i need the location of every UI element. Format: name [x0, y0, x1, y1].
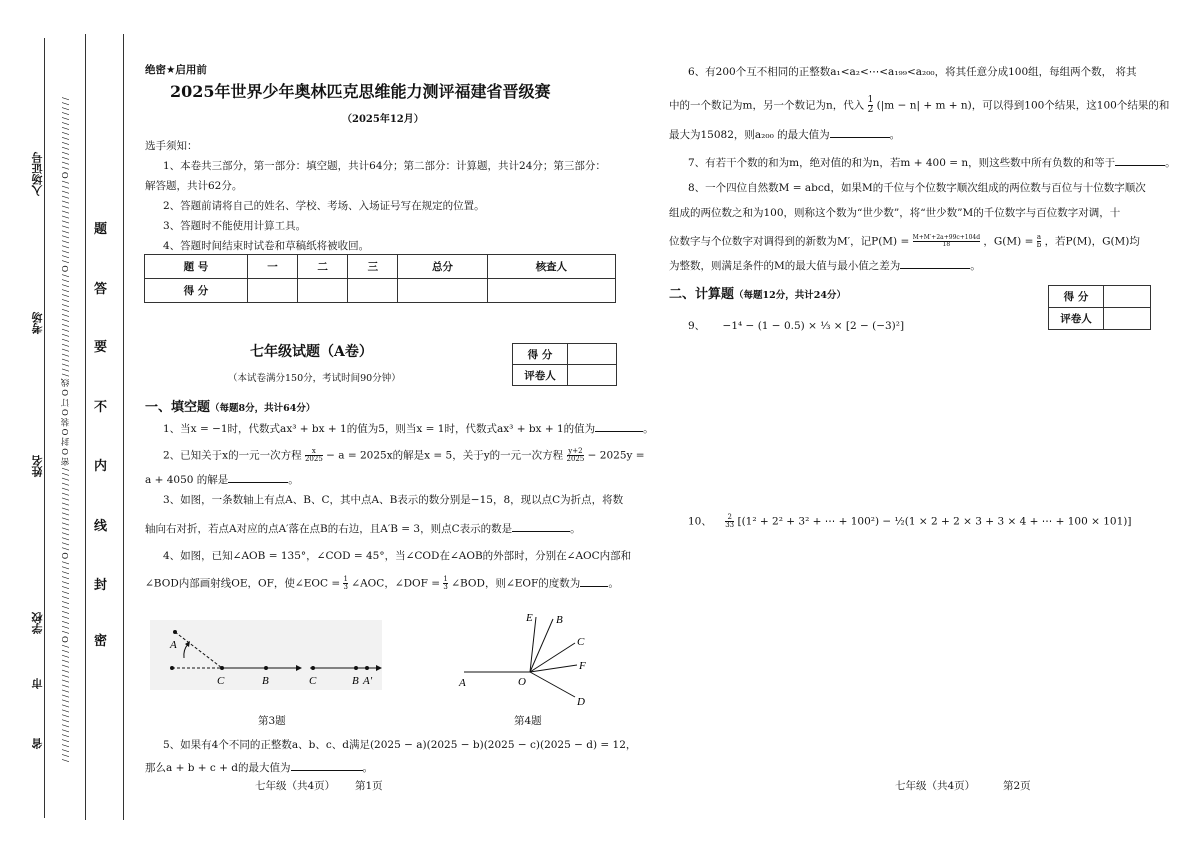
score-table	[144, 254, 616, 303]
fig4-label-b: B	[556, 614, 563, 626]
exam-date: （2025年12月）	[342, 114, 424, 125]
notice-1-cont: 解答题，共计62分。	[145, 180, 243, 192]
fig3-label-a-prime: A′	[363, 675, 373, 687]
exam-title: 2025年世界少年奥林匹克思维能力测评福建省晋级赛	[170, 82, 551, 101]
mini-score-label: 得 分	[513, 344, 568, 365]
binding-dash-line: / / / / / / / / / / / / / / / / / / / / / / / / O / / / / / / / / / / / / / / / O / / / / / / / / / / / / / / / / / 密 O 封 O 装 O 订 O 线 / / / / / / / / / / / / / / / / / / / / / O / / / / / / / / / / / / / / / / / O / / / / / / / / / / / / / / /	[61, 97, 71, 762]
question-7: 7、有若干个数的和为m，绝对值的和为n，若m + 400 = n，则这些数中所有负数的和等于 。	[688, 157, 1176, 169]
field-label-name: 姓名	[31, 455, 44, 477]
score-header: 三	[348, 255, 398, 279]
field-label-province: 省	[31, 738, 44, 749]
score-header: 核查人	[487, 255, 615, 279]
fig3-point-b2	[354, 666, 358, 670]
question-4: 4、如图，已知∠AOB = 135°，∠COD = 45°，当∠COD在∠AOB的外部时，分别在∠AOC内部和	[163, 550, 632, 562]
score-cell[interactable]	[398, 279, 487, 303]
score-cell[interactable]	[298, 279, 348, 303]
score-header: 题 号	[145, 255, 248, 279]
q2-text-d: a + 4050 的解是	[145, 474, 229, 486]
fig3-point-c	[220, 666, 224, 670]
figure-3	[150, 620, 390, 690]
q6-half-fraction: $\frac{1}{2}$	[867, 95, 874, 115]
question-6: 6、有200个互不相同的正整数a₁<a₂<⋯<a₁₉₉<a₂₀₀，将其任意分成100组，每组两个数， 将其	[688, 66, 1137, 78]
section2-title: 二、计算题	[669, 287, 735, 302]
question-10	[688, 514, 1131, 529]
question-2	[163, 448, 645, 463]
q8-text-c1: 位数字与个位数字对调得到的新数为M′，记P(M) =	[669, 235, 913, 248]
mini-grader-label: 评卷人	[513, 365, 568, 386]
q4-fraction-1: $\frac{1}{3}$	[343, 575, 348, 591]
fig3-point-c2	[311, 666, 315, 670]
figure-3-caption: 第3题	[258, 715, 286, 727]
q1-text: 1、当x = −1时，代数式ax³ + bx + 1的值为5，则当x = 1时，代数式ax³ + bx + 1的值为	[163, 423, 596, 435]
score-cell[interactable]	[487, 279, 615, 303]
section2-heading	[669, 287, 846, 303]
q5-text-b: 那么a + b + c + d的最大值为	[145, 762, 291, 774]
fig3-point-a	[173, 630, 177, 634]
score-row-label: 得 分	[145, 279, 248, 303]
fig3-label-b: B	[262, 675, 269, 687]
notice-2: 2、答题前请将自己的姓名、学校、考场、入场证号写在规定的位置。	[163, 200, 485, 212]
q10-fraction: $\frac{2}{33}$	[725, 513, 735, 529]
notice-3: 3、答题时不能使用计算工具。	[163, 220, 307, 232]
section1-title: 一、填空题	[145, 400, 211, 415]
mini-grader-label: 评卷人	[1049, 308, 1104, 330]
warning-char-8: 密	[94, 634, 108, 649]
q7-text: 7、有若干个数的和为m，绝对值的和为n，若m + 400 = n，则这些数中所有负数的和等于	[688, 157, 1116, 169]
q6-answer-blank[interactable]	[830, 137, 890, 138]
mini-score-table-1	[512, 343, 617, 386]
q2-fraction-2: $\frac{y+2}{2025}$	[566, 447, 585, 463]
warning-char-7: 封	[94, 578, 108, 593]
warning-char-4: 不	[94, 400, 108, 415]
field-label-city: 市	[31, 678, 44, 689]
notice-heading: 选手须知：	[145, 140, 198, 152]
q8-text-c2: ，G(M) =	[983, 235, 1037, 248]
section1-note: （每题8分，共计64分）	[210, 403, 316, 414]
question-3: 3、如图，一条数轴上有点A、B、C，其中点A、B表示的数分别是−15，8，现以点C为折点，将数	[163, 494, 624, 506]
q6-text-b2: (|m − n| + m + n)，可以得到100个结果，这100个结果的和	[876, 99, 1170, 112]
warning-char-2: 答	[94, 282, 108, 297]
page1-footer-grade: 七年级（共4页）	[255, 780, 336, 792]
score-cell[interactable]	[348, 279, 398, 303]
page2-footer-page: 第2页	[1003, 780, 1031, 792]
q1-answer-blank[interactable]	[595, 431, 643, 432]
q5-answer-blank[interactable]	[291, 770, 363, 771]
field-label-school: 学校	[31, 612, 44, 634]
fig3-point-left	[170, 666, 174, 670]
q8-g-fraction: $\frac{a}{b}$	[1036, 233, 1042, 249]
q3-text-b: 轴向右对折，若点A对应的点A′落在点B的右边，且A′B = 3，则点C表示的数是	[145, 523, 513, 535]
fig3-point-b	[264, 666, 268, 670]
warning-char-6: 线	[94, 519, 108, 534]
warning-char-5: 内	[94, 459, 108, 474]
q6-text-b1: 中的一个数记为m，另一个数记为n，代入	[669, 99, 865, 112]
question-8-cont: 组成的两位数之和为100，则称这个数为“世少数”，将“世少数”M的千位数字与百位数字对调，十	[669, 207, 1121, 219]
fig4-label-a: A	[459, 677, 466, 689]
secret-label: 绝密★启用前	[145, 64, 207, 76]
fig3-label-c2: C	[309, 675, 317, 687]
section2-note: （每题12分，共计24分）	[734, 290, 846, 301]
fig4-label-e: E	[526, 612, 533, 624]
mini-score-cell[interactable]	[1104, 286, 1151, 308]
question-5: 5、如果有4个不同的正整数a、b、c、d满足(2025 − a)(2025 − b)(2025 − c)(2025 − d) = 12，	[163, 739, 637, 751]
q3-answer-blank[interactable]	[512, 531, 570, 532]
mini-grader-cell[interactable]	[1104, 308, 1151, 330]
fig4-ray-od	[530, 672, 575, 697]
q2-fraction-1: $\frac{x}{2025}$	[304, 447, 323, 463]
question-1: 1、当x = −1时，代数式ax³ + bx + 1的值为5，则当x = 1时，代数式ax³ + bx + 1的值为 。	[163, 423, 654, 435]
q8-p-fraction: $\frac{M+M'+2a+99c+104d}{18}$	[912, 234, 981, 248]
fig4-ray-of	[530, 665, 577, 672]
fig3-label-a: A	[170, 639, 177, 651]
q2-text-b: − a = 2025x的解是x = 5，关于y的一元一次方程	[326, 449, 564, 462]
question-3-cont: 轴向右对折，若点A对应的点A′落在点B的右边，且A′B = 3，则点C表示的数是 。	[145, 523, 581, 535]
score-header: 总分	[398, 255, 487, 279]
fig4-label-c: C	[577, 636, 585, 648]
mini-score-label: 得 分	[1049, 286, 1104, 308]
question-5-cont: 那么a + b + c + d的最大值为 。	[145, 762, 374, 774]
question-2-cont: a + 4050 的解是 。	[145, 474, 299, 486]
field-label-admission: 入场证号	[31, 152, 44, 196]
warning-char-3: 要	[94, 340, 108, 355]
question-4-cont: ∠BOD内部画射线OE，OF，使∠EOC = $\frac{1}{3}$ ∠AOC，∠DOF = $\frac{1}{3}$ ∠BOD，则∠EOF的度数为 。	[145, 575, 619, 591]
q4-answer-blank[interactable]	[580, 586, 608, 587]
q10-number: 10、	[688, 515, 712, 528]
fig4-label-o: O	[518, 676, 526, 688]
notice-4: 4、答题时间结束时试卷和草稿纸将被收回。	[163, 240, 370, 252]
fig3-label-b2: B	[352, 675, 359, 687]
question-8-cont-3: 为整数，则满足条件的M的最大值与最小值之差为 。	[669, 260, 981, 272]
question-8: 8、一个四位自然数M = abcd，如果M的千位与个位数字顺次组成的两位数与百位与十位数字顺次	[688, 182, 1146, 194]
question-9	[688, 320, 904, 333]
score-header: 二	[298, 255, 348, 279]
q4-text-b: ∠BOD内部画射线OE，OF，使∠EOC =	[145, 577, 344, 590]
mini-score-table-2	[1048, 285, 1151, 330]
question-6-cont-2: 最大为15082，则a₂₀₀ 的最大值为 。	[669, 129, 901, 141]
q10-expression: [(1² + 2² + 3² + ⋯ + 100²) − ½(1 × 2 + 2 × 3 + 3 × 4 + ⋯ + 100 × 101)]	[737, 515, 1132, 528]
fig3-point-a-prime	[365, 666, 369, 670]
page1-footer-page: 第1页	[355, 780, 383, 792]
q4-text-c: ∠AOC，∠DOF =	[351, 577, 444, 590]
grade-title: 七年级试题（A卷）	[250, 344, 373, 360]
mini-score-cell[interactable]	[568, 344, 617, 365]
q7-answer-blank[interactable]	[1115, 165, 1165, 166]
q6-text-c: 最大为15082，则a₂₀₀ 的最大值为	[669, 129, 830, 141]
fig4-label-d: D	[577, 696, 585, 708]
fig4-ray-oe	[530, 617, 536, 672]
notice-1: 1、本卷共三部分，第一部分：填空题，共计64分；第二部分：计算题，共计24分；第三部分：	[163, 160, 606, 172]
q8-text-c3: ，若P(M)，G(M)均	[1044, 235, 1140, 248]
mini-grader-cell[interactable]	[568, 365, 617, 386]
q2-answer-blank[interactable]	[228, 482, 288, 483]
figure-4-caption: 第4题	[514, 715, 542, 727]
q8-answer-blank[interactable]	[900, 268, 970, 269]
page2-footer-grade: 七年级（共4页）	[895, 780, 976, 792]
score-header: 一	[247, 255, 297, 279]
grade-subtitle: （本试卷满分150分，考试时间90分钟）	[228, 373, 401, 384]
q4-text-d: ∠BOD，则∠EOF的度数为	[451, 577, 581, 590]
score-cell[interactable]	[247, 279, 297, 303]
fig4-label-f: F	[579, 660, 586, 672]
warning-char-1: 题	[94, 222, 108, 237]
q2-text-c: − 2025y =	[587, 449, 645, 462]
q9-expression: −1⁴ − (1 − 0.5) × ⅓ × [2 − (−3)²]	[722, 320, 905, 332]
q2-text-a: 2、已知关于x的一元一次方程	[163, 449, 302, 462]
field-label-room: 考场	[31, 312, 44, 334]
q9-number: 9、	[688, 320, 706, 332]
question-8-cont-2	[669, 234, 1140, 249]
q8-text-d: 为整数，则满足条件的M的最大值与最小值之差为	[669, 260, 901, 272]
fig3-label-c: C	[217, 675, 225, 687]
q4-fraction-2: $\frac{1}{3}$	[443, 575, 448, 591]
section1-heading	[145, 400, 315, 416]
figure-4	[450, 605, 600, 710]
question-6-cont	[669, 96, 1169, 115]
